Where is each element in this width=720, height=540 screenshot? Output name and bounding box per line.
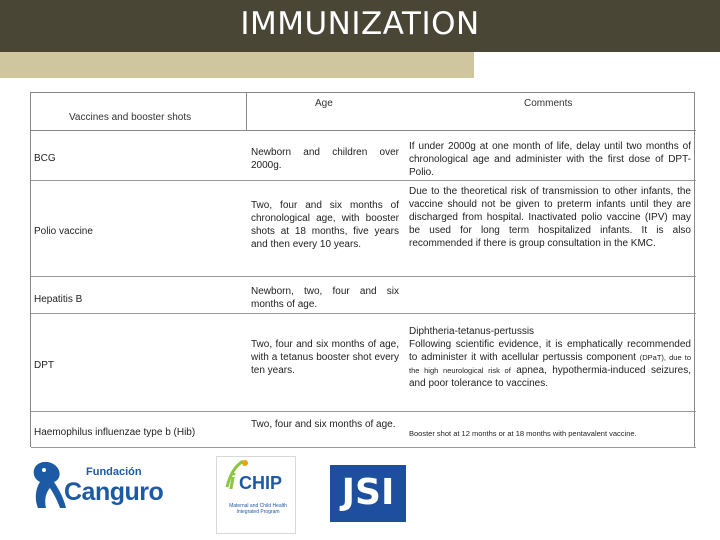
vaccine-name-cell [31,412,247,447]
vaccine-name: Polio vaccine [34,226,93,237]
header-vaccines-label: Vaccines and booster shots [69,112,192,123]
comment-small-text: (DPaT), due to the high neurological risk of [409,353,692,375]
comment-intro: Diphtheria-tetanus-pertussis [409,326,535,337]
comment-cell [409,325,691,390]
vaccine-name: Hepatitis B [34,294,83,305]
comment-cell: If under 2000g at one month of life, delay until two months of chronological age and administer with the first dose of DPT-Polio. [409,141,691,178]
ichip-logo [216,456,296,534]
ichip-logo-i: i [229,469,236,494]
accent-bar [0,52,474,78]
vaccine-name-cell [31,134,247,180]
table-row [31,277,696,314]
table-row [31,412,696,448]
comment-cell: Due to the theoretical risk of transmission to other infants, the vaccine should not be given to preterm infants until they are discharged from hospital. Inactivated polio vaccine (IPV) may be used for long term hospitalized infants. It is also recommended if there is group consultation in the KMC. [409,186,691,249]
vaccine-name: BCG [34,153,56,164]
immunization-table [30,92,695,447]
page-title: IMMUNIZATION [240,6,480,42]
age-cell: Two, four and six months of age. [251,419,396,430]
age-cell: Newborn and children over 2000g. [251,147,399,171]
header-cell-comments [436,93,696,131]
table-row [31,134,696,181]
header-age-label: Age [315,98,333,109]
fundacion-canguro-logo [30,458,180,518]
table-row [31,314,696,412]
ichip-logo-subtitle: Maternal and Child Health Integrated Program [229,503,287,515]
comment-cell: Booster shot at 12 months or at 18 months with pentavalent vaccine. [409,429,637,438]
header-comments-label: Comments [524,98,573,109]
vaccine-name-cell [31,314,247,411]
header-cell-age [247,93,436,131]
jsi-logo [330,465,406,522]
vaccine-name: DPT [34,360,54,371]
canguro-logo-top: Fundación [86,466,142,478]
vaccine-name: Haemophilus influenzae type b (Hib) [34,427,196,438]
comment-text-continued: apnea, hypothermia-induced seizures, and poor tolerance to vaccines. [409,365,691,389]
ichip-logo-main: CHIP [239,473,283,493]
table-row [31,181,696,277]
header-cell-vaccines [31,93,247,131]
comment-text: Following scientific evidence, it is emphatically recommended to administer it with acellular pertussis component [409,339,691,363]
age-cell: Two, four and six months of chronological age, with booster shots at 18 months, five years and then every 10 years. [251,200,399,250]
vaccine-name-cell [31,181,247,276]
canguro-logo-main: Canguro [64,478,164,506]
age-cell: Newborn, two, four and six months of age. [251,286,399,310]
age-cell: Two, four and six months of age, with a tetanus booster shot every ten years. [251,339,399,376]
vaccine-name-cell [31,277,247,313]
jsi-logo-text: JSI [341,472,395,513]
